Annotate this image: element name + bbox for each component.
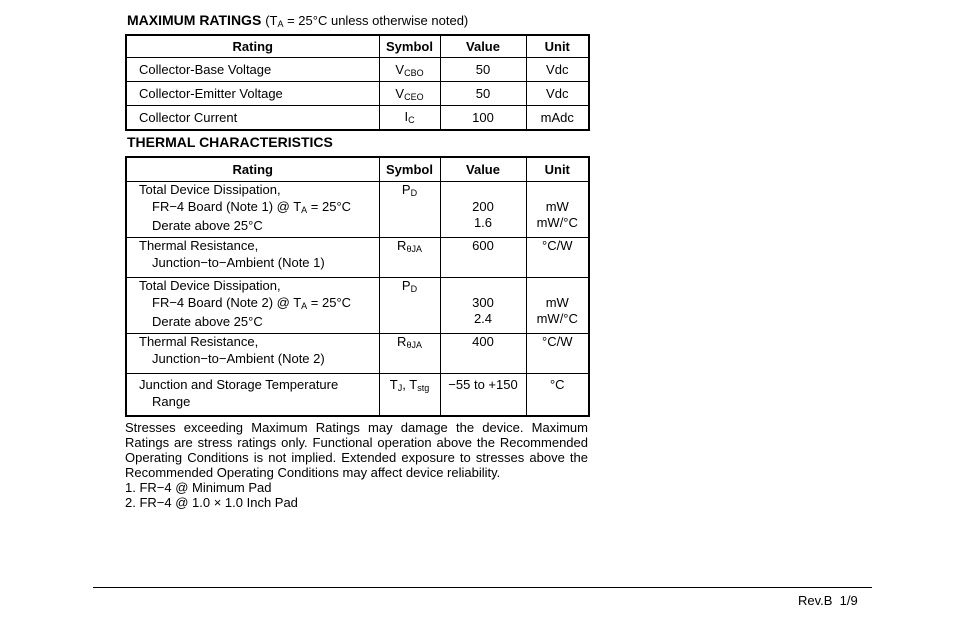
- max-ratings-title: [127, 12, 468, 29]
- unit-cell: mAdc: [526, 106, 589, 130]
- symbol-cell: $V_{CEO}$: [379, 82, 440, 106]
- table-row: [126, 238, 589, 278]
- value-cell: 200 1.6: [440, 182, 526, 238]
- header-value: Value: [440, 157, 526, 182]
- max-ratings-table: [125, 34, 590, 131]
- value-cell: 50: [440, 58, 526, 82]
- symbol-cell: $V_{CBO}$: [379, 58, 440, 82]
- unit-cell: °C/W: [526, 238, 589, 278]
- max-ratings-title-text: MAXIMUM RATINGS: [127, 12, 262, 28]
- table-row: [126, 374, 589, 416]
- symbol-cell: $I_C$: [379, 106, 440, 130]
- table-row: [126, 182, 589, 238]
- value-cell: 50: [440, 82, 526, 106]
- note-item-2: 2. FR−4 @ 1.0 × 1.0 Inch Pad: [125, 495, 298, 510]
- unit-cell: Vdc: [526, 82, 589, 106]
- page-number: 1/9: [839, 593, 858, 608]
- value-cell: 300 2.4: [440, 278, 526, 334]
- table-row: [126, 334, 589, 374]
- symbol-cell: $P_D$: [379, 182, 440, 238]
- rating-cell: Thermal Resistance, Junction−to−Ambient (Note 1): [126, 238, 379, 278]
- table-row: [126, 278, 589, 334]
- symbol-cell: $T_J$, $T_{stg}$: [379, 374, 440, 416]
- table-header-row: [126, 157, 589, 182]
- value-cell: 600: [440, 238, 526, 278]
- rating-cell: Total Device Dissipation, FR−4 Board (Note 1) @ $T_A = 25^\circ C$ Derate above 25°C: [126, 182, 379, 238]
- symbol-cell: $R_{\theta JA}$: [379, 238, 440, 278]
- header-value: Value: [440, 35, 526, 58]
- header-rating: Rating: [126, 35, 379, 58]
- header-unit: Unit: [526, 35, 589, 58]
- max-ratings-condition: ($T_A = 25^\circ C$ unless otherwise noted): [265, 13, 469, 29]
- rating-cell: Total Device Dissipation, FR−4 Board (Note 2) @ $T_A = 25^\circ C$ Derate above 25°C: [126, 278, 379, 334]
- rating-cell: Junction and Storage Temperature Range: [126, 374, 379, 416]
- unit-cell: °C/W: [526, 334, 589, 374]
- header-rating: Rating: [126, 157, 379, 182]
- unit-cell: mW mW/°C: [526, 278, 589, 334]
- unit-cell: Vdc: [526, 58, 589, 82]
- symbol-cell: $P_D$: [379, 278, 440, 334]
- revision-label: Rev.B: [798, 593, 833, 608]
- symbol-cell: $R_{\theta JA}$: [379, 334, 440, 374]
- header-symbol: Symbol: [379, 157, 440, 182]
- rating-cell: Collector Current: [126, 106, 379, 130]
- note-item-1: 1. FR−4 @ Minimum Pad: [125, 480, 272, 495]
- table-row: [126, 82, 589, 106]
- thermal-table: [125, 156, 590, 417]
- footer-divider: [93, 587, 872, 588]
- rating-cell: Collector-Base Voltage: [126, 58, 379, 82]
- unit-cell: mW mW/°C: [526, 182, 589, 238]
- table-row: [126, 106, 589, 130]
- rating-cell: Collector-Emitter Voltage: [126, 82, 379, 106]
- value-cell: 400: [440, 334, 526, 374]
- thermal-title: THERMAL CHARACTERISTICS: [127, 134, 333, 150]
- stress-disclaimer: Stresses exceeding Maximum Ratings may damage the device. Maximum Ratings are stress ratings only. Functional operation above the Recommended Operating Conditions is not implied. Extended exposure to stresses above the Recommended Operating Conditions may affect device reliability.: [125, 420, 588, 480]
- rating-cell: Thermal Resistance, Junction−to−Ambient (Note 2): [126, 334, 379, 374]
- notes-block: [125, 420, 588, 510]
- value-cell: −55 to +150: [440, 374, 526, 416]
- table-header-row: [126, 35, 589, 58]
- table-row: [126, 58, 589, 82]
- header-symbol: Symbol: [379, 35, 440, 58]
- header-unit: Unit: [526, 157, 589, 182]
- unit-cell: °C: [526, 374, 589, 416]
- value-cell: 100: [440, 106, 526, 130]
- page-footer: [798, 593, 858, 608]
